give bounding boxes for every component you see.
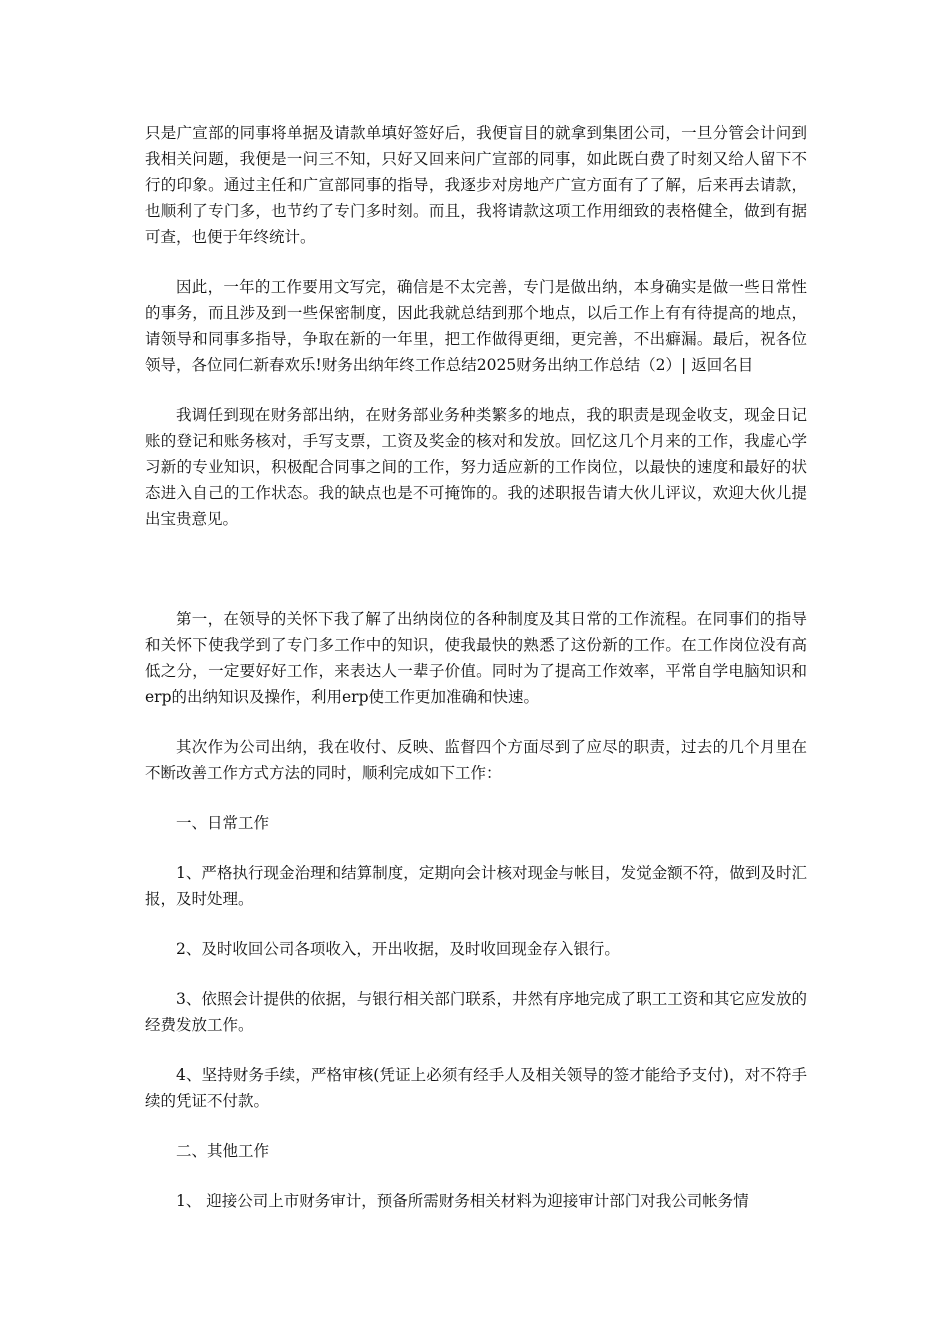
paragraph-5: 其次作为公司出纳，我在收付、反映、监督四个方面尽到了应尽的职责，过去的几个月里在不断改善工作方式方法的同时，顺利完成如下工作：	[145, 738, 807, 782]
list-item-3: 3、依照会计提供的依据，与银行相关部门联系，井然有序地完成了职工工资和其它应发放的经费发放工作。	[145, 990, 807, 1034]
paragraph-1: 只是广宣部的同事将单据及请款单填好签好后，我便盲目的就拿到集团公司，一旦分管会计问到我相关问题，我便是一问三不知，只好又回来问广宣部的同事，如此既白费了时刻又给人留下不行的印象。通过主任和广宣部同事的指导，我逐步对房地产广宣方面有了了解，后来再去请款，也顺利了专门多，也节约了专门多时刻。而且，我将请款这项工作用细致的表格健全，做到有据可查，也便于年终统计。	[145, 124, 807, 246]
paragraph-4: 第一，在领导的关怀下我了解了出纳岗位的各种制度及其日常的工作流程。在同事们的指导和关怀下使我学到了专门多工作中的知识，使我最快的熟悉了这份新的工作。在工作岗位没有高低之分，一定要好好工作，来表达人一辈子价值。同时为了提高工作效率，平常自学电脑知识和erp的出纳知识及操作，利用erp使工作更加准确和快速。	[145, 610, 807, 706]
list-item-other-1: 1、 迎接公司上市财务审计，预备所需财务相关材料为迎接审计部门对我公司帐务情	[176, 1192, 749, 1210]
document-body	[145, 120, 807, 1238]
section-heading-other-work: 二、其他工作	[176, 1142, 270, 1160]
section-heading-daily-work: 一、日常工作	[176, 814, 270, 832]
paragraph-3: 我调任到现在财务部出纳，在财务部业务种类繁多的地点，我的职责是现金收支，现金日记账的登记和账务核对，手写支票，工资及奖金的核对和发放。回忆这几个月来的工作，我虚心学习新的专业知识，积极配合同事之间的工作，努力适应新的工作岗位，以最快的速度和最好的状态进入自己的工作状态。我的缺点也是不可掩饰的。我的述职报告请大伙儿评议，欢迎大伙儿提出宝贵意见。	[145, 406, 807, 528]
list-item-1: 1、严格执行现金治理和结算制度，定期向会计核对现金与帐目，发觉金额不符，做到及时汇报，及时处理。	[145, 864, 807, 908]
list-item-4: 4、坚持财务手续，严格审核(凭证上必须有经手人及相关领导的签才能给予支付)，对不符手续的凭证不付款。	[145, 1066, 807, 1110]
list-item-2: 2、及时收回公司各项收入，开出收据，及时收回现金存入银行。	[176, 940, 620, 958]
section-spacer	[145, 556, 807, 606]
paragraph-2: 因此，一年的工作要用文写完，确信是不太完善，专门是做出纳，本身确实是做一些日常性的事务，而且涉及到一些保密制度，因此我就总结到那个地点，以后工作上有有待提高的地点，请领导和同事多指导，争取在新的一年里，把工作做得更细，更完善，不出癖漏。最后，祝各位领导，各位同仁新春欢乐!财务出纳年终工作总结2025财务出纳工作总结（2）| 返回名目	[145, 278, 807, 374]
